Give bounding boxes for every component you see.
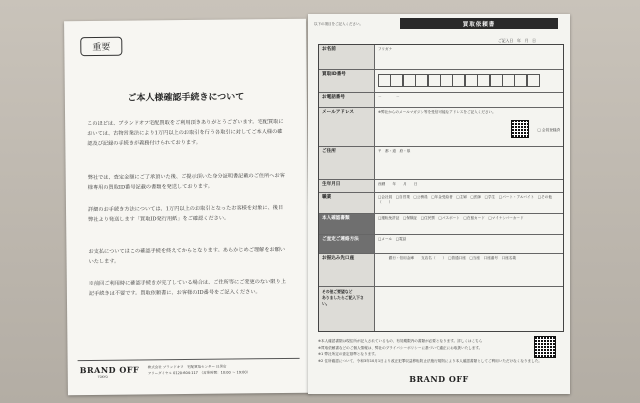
- notice-sheet: [64, 19, 310, 396]
- form-instruction: 以下の項目をご記入ください。: [314, 22, 363, 26]
- paragraph: このほどは、ブランドオフ宅配買取をご利用頂きありがとうございます。宅配買取においては、古物営業法により1万円以上のお取引を行う各取引に対してご本人様の確認及び記録の手続きが義務付けられております。: [87, 118, 284, 148]
- note-line: ※買取依頼書などのご個人情報は、弊社のプライバシーポリシーに基づいて適正にお取扱いたします。: [318, 345, 483, 350]
- name-field[interactable]: フリガナ: [378, 46, 393, 51]
- field-label: お名前: [319, 45, 375, 69]
- name-row: [319, 45, 563, 70]
- note-line: ※2 住所確認について、令和3年10月1日より改正犯罪収益移転防止法施行規則により本人確認書類としてご利用いただけなくなりました。: [318, 358, 542, 363]
- qr-code-icon: [511, 120, 529, 138]
- occupation-row: [319, 193, 563, 214]
- paragraph: 弊社では、査定金額にご了承頂いた後、ご提示頂いた身分証明書記載のご住所へお客様専用の買取ID番号記載の書類を発送しております。: [87, 172, 285, 192]
- id-document-row: [319, 214, 563, 235]
- phone-row: [319, 93, 563, 108]
- bank-account-field[interactable]: 銀行・信用金庫 支店名（ ） □普通口座 □当座 口座番号 口座名義: [378, 255, 516, 260]
- notice-title: ご本人様確認手続きについて: [127, 92, 245, 104]
- form-table: [318, 44, 564, 332]
- field-label: その他ご要望など ありましたらご記入下さい。: [319, 287, 375, 331]
- field-label: ご住所: [319, 147, 375, 179]
- birthdate-field[interactable]: 西暦 年 月 日: [378, 181, 418, 186]
- field-label: ご査定ご連絡方法: [319, 235, 375, 253]
- notice-footer: [78, 358, 300, 383]
- email-row: [319, 108, 563, 147]
- address-row: [319, 147, 563, 180]
- address-field[interactable]: 〒 都・道 府・県: [378, 148, 411, 153]
- form-notes: [318, 338, 554, 364]
- field-label: お振込み先口座: [319, 254, 375, 286]
- field-label: 生年月日: [319, 180, 375, 192]
- paragraph: ※前回ご利用時に確認手続きが完了している場合は、ご住所等にご変更のない限り上記手続きは不要です。買取依頼書に、お客様のID番号をご記入ください。: [88, 278, 286, 298]
- brand-logo: BRAND OFF TOKYO: [79, 364, 140, 379]
- field-label: 職業: [319, 193, 375, 213]
- id-document-options[interactable]: □運転免許証 □保険証 □住民票 □パスポート □在留カード □マイナンバーカード: [378, 215, 524, 220]
- requests-field[interactable]: [375, 287, 563, 331]
- requests-row: [319, 287, 563, 331]
- paragraph: 詳細のお手続き方法については、1万円以上のお取引となったお客様を対象に、後日弊社より発送します「買取ID発行用紙」をご確認ください。: [87, 204, 284, 224]
- email-field[interactable]: ※弊社からのメールマガジン等を受信可能なアドレスをご記入ください。 □ 会員登録済: [375, 108, 563, 146]
- field-label: 買取ID番号: [319, 70, 375, 92]
- id-number-boxes[interactable]: [375, 70, 563, 92]
- form-title: 買取依頼書: [400, 18, 558, 29]
- contact-method-options[interactable]: □メール □電話: [378, 236, 407, 241]
- id-row: [319, 70, 563, 93]
- birthdate-row: [319, 180, 563, 193]
- note-line: ※本人確認書類は現住所が記入されているもの、有効期限内の書類が必要となります。詳しくはこちら: [318, 339, 483, 343]
- field-label: 本人確認書類: [319, 214, 375, 234]
- member-checkbox[interactable]: □ 会員登録済: [537, 128, 560, 132]
- field-label: メールアドレス: [319, 108, 375, 146]
- important-badge: 重要: [80, 37, 122, 56]
- bank-row: [319, 254, 563, 287]
- phone-field[interactable]: － －: [378, 94, 400, 99]
- brand-logo: BRAND OFF: [409, 374, 469, 384]
- contact-method-row: [319, 235, 563, 254]
- note-line: ※1 弊社所定の査定基準となります。: [318, 352, 379, 356]
- company-info: 株式会社 ブランドオフ 宅配買取センター 目黒店 フリーダイヤル 0120-604-117 （営業時間：10:00 ～ 19:00）: [147, 364, 251, 376]
- purchase-request-form: [308, 14, 570, 394]
- paragraph: お支払についてはこの確認手続を終えてからとなります。あらかじめご理解をお願いいたします。: [88, 246, 286, 266]
- field-label: お電話番号: [319, 93, 375, 107]
- qr-code-icon: [534, 336, 556, 358]
- occupation-options[interactable]: □会社員 □自営業 □公務員 □年金受給者 □主婦 □医師 □学生 □パート・アルバイト □その他（ ）: [378, 194, 552, 204]
- date-field: ご記入日 年 月 日: [498, 38, 536, 43]
